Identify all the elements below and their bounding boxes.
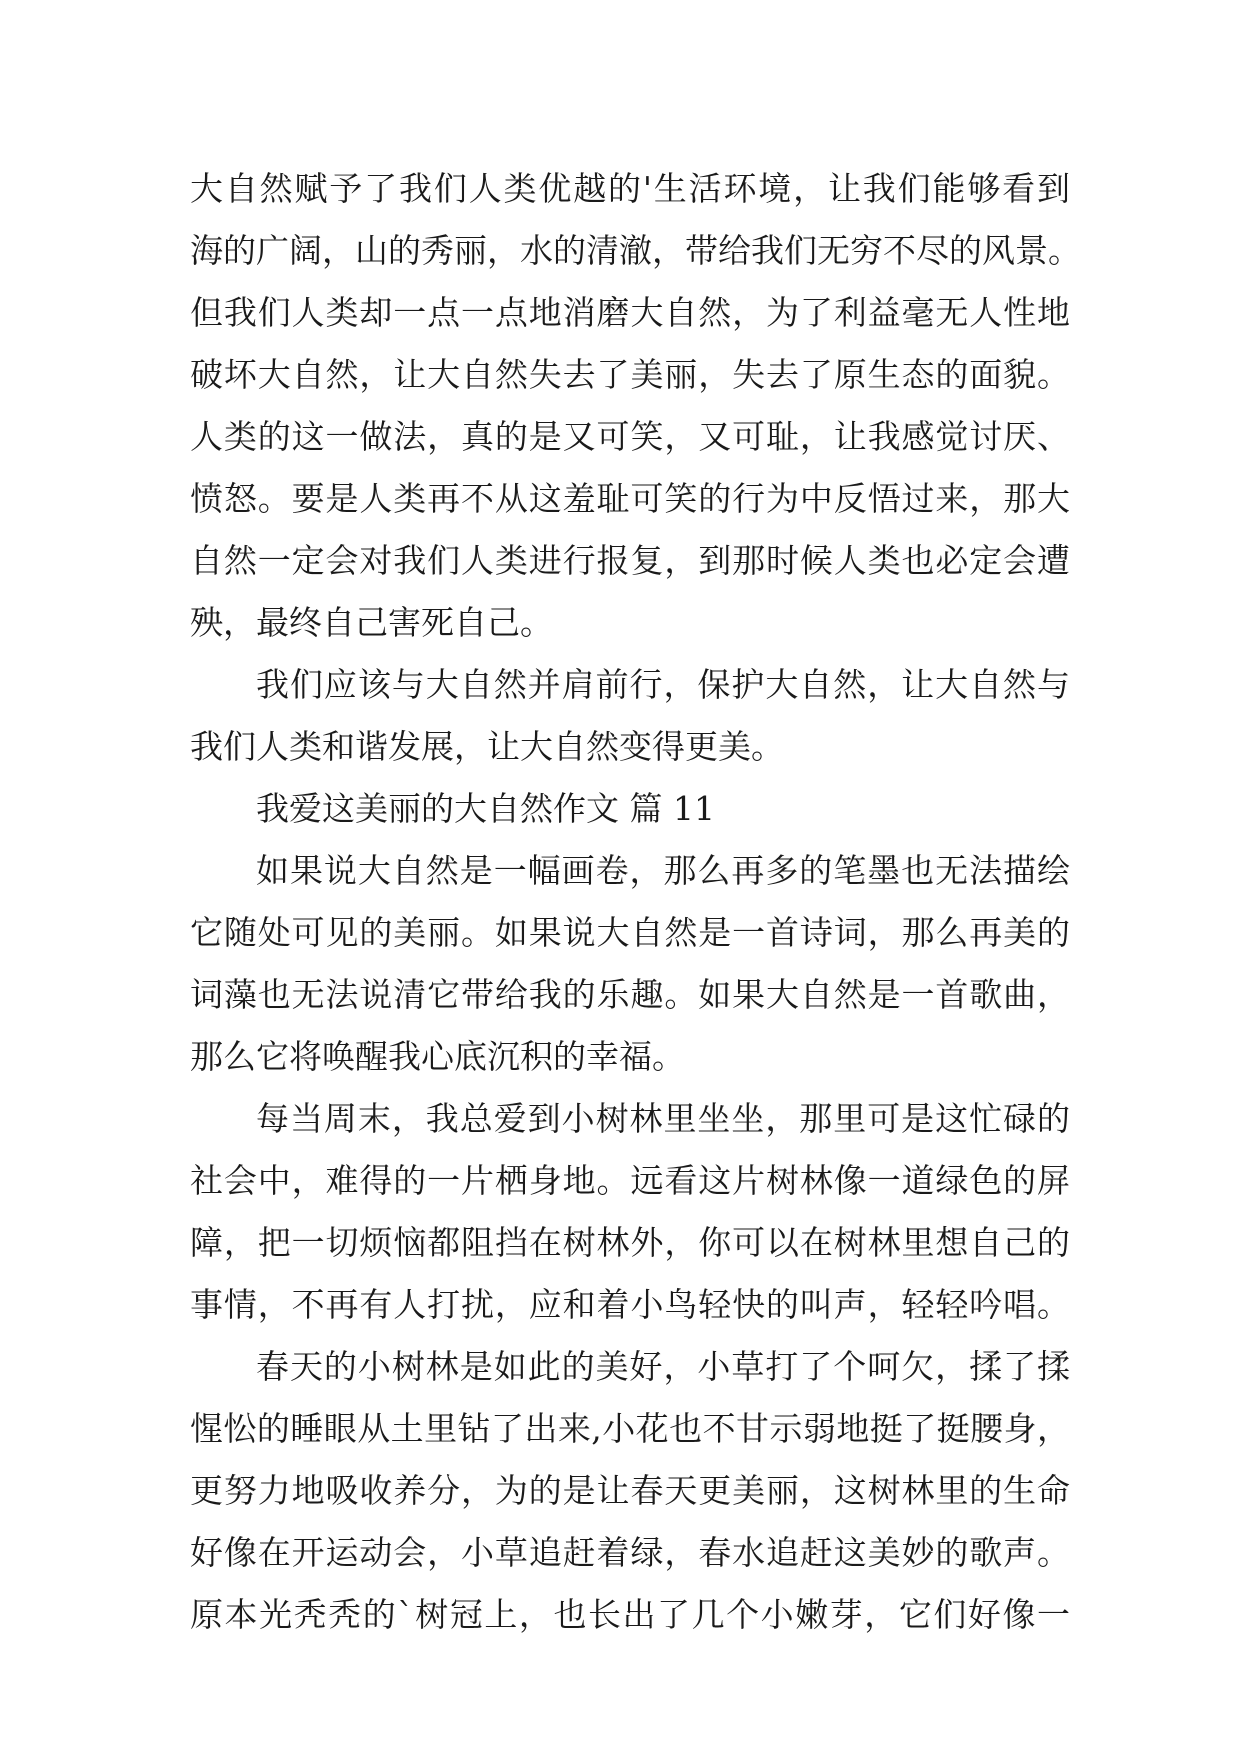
text-line: 大自然赋予了我们人类优越的'生活环境，让我们能够看到 xyxy=(190,169,1070,208)
text-line: 惺忪的睡眼从土里钻了出来,小花也不甘示弱地挺了挺腰身， xyxy=(190,1409,1070,1448)
text-line: 我们人类和谐发展，让大自然变得更美。 xyxy=(190,727,784,766)
text-line: 自然一定会对我们人类进行报复，到那时候人类也必定会遭 xyxy=(190,541,1070,580)
text-line: 它随处可见的美丽。如果说大自然是一首诗词，那么再美的 xyxy=(190,913,1070,952)
text-line: 海的广阔，山的秀丽，水的清澈，带给我们无穷不尽的风景。 xyxy=(190,231,1081,270)
text-line: 破坏大自然，让大自然失去了美丽，失去了原生态的面貌。 xyxy=(190,355,1070,394)
section-heading: 我爱这美丽的大自然作文 篇 11 xyxy=(256,789,715,828)
text-line: 原本光秃秃的`树冠上，也长出了几个小嫩芽，它们好像一 xyxy=(190,1595,1070,1634)
text-line: 好像在开运动会，小草追赶着绿，春水追赶这美妙的歌声。 xyxy=(190,1533,1070,1572)
text-line: 春天的小树林是如此的美好，小草打了个呵欠，揉了揉 xyxy=(256,1347,1070,1386)
text-line: 愤怒。要是人类再不从这羞耻可笑的行为中反悟过来，那大 xyxy=(190,479,1070,518)
text-line: 但我们人类却一点一点地消磨大自然，为了利益毫无人性地 xyxy=(190,293,1070,332)
article-body xyxy=(190,158,1081,1646)
text-line: 如果说大自然是一幅画卷，那么再多的笔墨也无法描绘 xyxy=(256,851,1070,890)
text-line: 词藻也无法说清它带给我的乐趣。如果大自然是一首歌曲， xyxy=(190,975,1070,1014)
text-line: 那么它将唤醒我心底沉积的幸福。 xyxy=(190,1037,685,1076)
text-line: 障，把一切烦恼都阻挡在树林外，你可以在树林里想自己的 xyxy=(190,1223,1070,1262)
text-line: 殃，最终自己害死自己。 xyxy=(190,603,553,642)
text-line: 每当周末，我总爱到小树林里坐坐，那里可是这忙碌的 xyxy=(256,1099,1070,1138)
text-line: 事情，不再有人打扰，应和着小鸟轻快的叫声，轻轻吟唱。 xyxy=(190,1285,1070,1324)
text-line: 我们应该与大自然并肩前行，保护大自然，让大自然与 xyxy=(256,665,1070,704)
text-line: 社会中，难得的一片栖身地。远看这片树林像一道绿色的屏 xyxy=(190,1161,1070,1200)
text-line: 人类的这一做法，真的是又可笑，又可耻，让我感觉讨厌、 xyxy=(190,417,1070,456)
text-line: 更努力地吸收养分，为的是让春天更美丽，这树林里的生命 xyxy=(190,1471,1070,1510)
